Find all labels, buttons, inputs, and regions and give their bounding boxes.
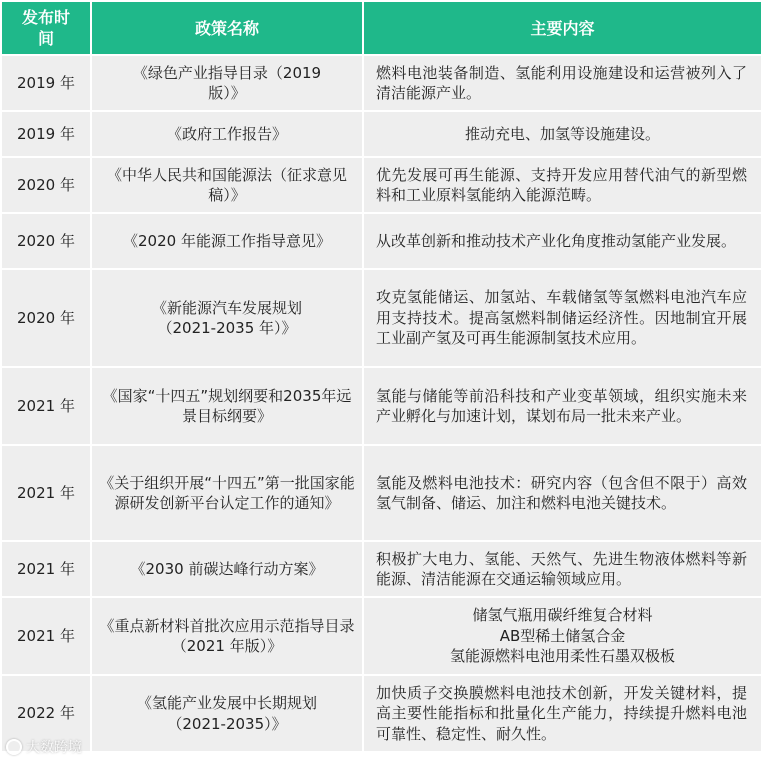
year-cell: 2022 年 bbox=[2, 676, 90, 751]
year-cell: 2021 年 bbox=[2, 598, 90, 674]
table-row bbox=[2, 446, 761, 540]
header-policy: 政策名称 bbox=[92, 2, 362, 54]
year-cell: 2021 年 bbox=[2, 542, 90, 596]
watermark-text: 大数跨境 bbox=[26, 740, 82, 756]
policy-cell: 《中华人民共和国能源法（征求意见稿）》 bbox=[92, 158, 362, 212]
content-cell: 储氢气瓶用碳纤维复合材料 AB型稀土储氢合金 氢能源燃料电池用柔性石墨双极板 bbox=[364, 598, 761, 674]
year-cell: 2021 年 bbox=[2, 368, 90, 444]
policy-cell: 《2020 年能源工作指导意见》 bbox=[92, 214, 362, 268]
content-cell: 优先发展可再生能源、支持开发应用替代油气的新型燃料和工业原料氢能纳入能源范畴。 bbox=[364, 158, 761, 212]
header-row bbox=[2, 2, 761, 54]
table-row bbox=[2, 542, 761, 596]
table-row bbox=[2, 214, 761, 268]
table-row bbox=[2, 270, 761, 366]
header-content: 主要内容 bbox=[364, 2, 761, 54]
policy-cell: 《2030 前碳达峰行动方案》 bbox=[92, 542, 362, 596]
table-row bbox=[2, 158, 761, 212]
policy-cell: 《绿色产业指导目录（2019版）》 bbox=[92, 56, 362, 110]
table-row bbox=[2, 368, 761, 444]
content-cell: 加快质子交换膜燃料电池技术创新，开发关键材料，提高主要性能指标和批量化生产能力，持续提升燃料电池可靠性、稳定性、耐久性。 bbox=[364, 676, 761, 751]
header-year: 发布时间 bbox=[2, 2, 90, 54]
content-cell: 氢能及燃料电池技术：研究内容（包含但不限于）高效氢气制备、储运、加注和燃料电池关键技术。 bbox=[364, 446, 761, 540]
policy-cell: 《重点新材料首批次应用示范指导目录（2021 年版）》 bbox=[92, 598, 362, 674]
year-cell: 2020 年 bbox=[2, 214, 90, 268]
table-row bbox=[2, 598, 761, 674]
year-cell: 2019 年 bbox=[2, 56, 90, 110]
watermark bbox=[6, 737, 82, 757]
year-cell: 2020 年 bbox=[2, 158, 90, 212]
content-cell: 氢能与储能等前沿科技和产业变革领域，组织实施未来产业孵化与加速计划，谋划布局一批未来产业。 bbox=[364, 368, 761, 444]
table-row bbox=[2, 112, 761, 156]
content-cell: 积极扩大电力、氢能、天然气、先进生物液体燃料等新能源、清洁能源在交通运输领域应用。 bbox=[364, 542, 761, 596]
table-row bbox=[2, 676, 761, 751]
content-cell: 攻克氢能储运、加氢站、车载储氢等氢燃料电池汽车应用支持技术。提高氢燃料制储运经济性。因地制宜开展工业副产氢及可再生能源制氢技术应用。 bbox=[364, 270, 761, 366]
year-cell: 2019 年 bbox=[2, 112, 90, 156]
brand-logo-icon bbox=[6, 739, 22, 755]
policy-cell: 《国家“十四五”规划纲要和2035年远景目标纲要》 bbox=[92, 368, 362, 444]
year-cell: 2020 年 bbox=[2, 270, 90, 366]
year-cell: 2021 年 bbox=[2, 446, 90, 540]
content-cell: 燃料电池装备制造、氢能利用设施建设和运营被列入了清洁能源产业。 bbox=[364, 56, 761, 110]
policy-cell: 《氢能产业发展中长期规划（2021-2035）》 bbox=[92, 676, 362, 751]
content-cell: 推动充电、加氢等设施建设。 bbox=[364, 112, 761, 156]
policy-cell: 《关于组织开展“十四五”第一批国家能源研发创新平台认定工作的通知》 bbox=[92, 446, 362, 540]
policy-cell: 《新能源汽车发展规划（2021-2035 年）》 bbox=[92, 270, 362, 366]
table-row bbox=[2, 56, 761, 110]
content-cell: 从改革创新和推动技术产业化角度推动氢能产业发展。 bbox=[364, 214, 761, 268]
policy-cell: 《政府工作报告》 bbox=[92, 112, 362, 156]
